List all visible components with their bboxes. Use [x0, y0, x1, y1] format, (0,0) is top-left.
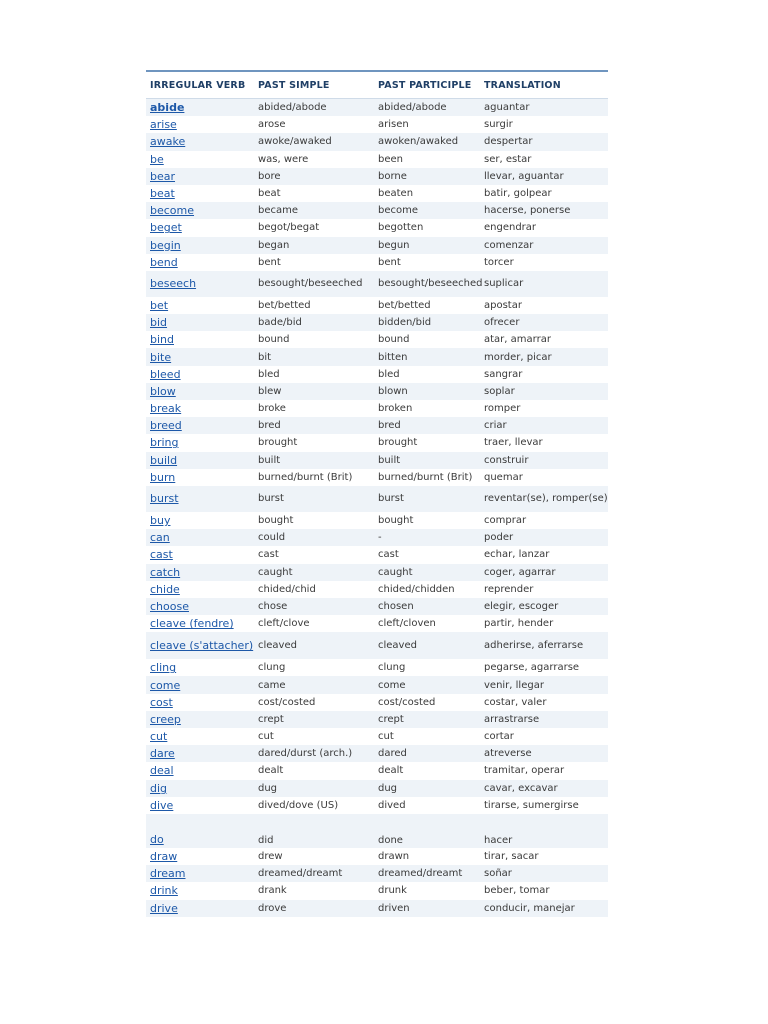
past-participle-cell: begotten	[378, 222, 424, 234]
verb-cell	[146, 153, 254, 166]
past-simple-cell: chided/chid	[258, 583, 316, 595]
past-participle-cell: dealt	[378, 765, 404, 777]
verb-link[interactable]: do	[150, 832, 164, 846]
past-participle-cell: bent	[378, 256, 401, 268]
table-row	[146, 659, 608, 676]
verb-cell	[146, 333, 254, 346]
verb-link[interactable]: drink	[150, 884, 178, 898]
table-row	[146, 366, 608, 383]
past-simple-cell: awoke/awaked	[258, 136, 332, 148]
translation-cell: tramitar, operar	[484, 765, 565, 777]
verb-link[interactable]: bet	[150, 298, 169, 312]
table-body	[146, 99, 608, 917]
table-row	[146, 151, 608, 168]
verb-cell	[146, 566, 254, 579]
verb-cell	[146, 782, 254, 795]
past-simple-cell: drank	[258, 885, 287, 897]
translation-cell: conducir, manejar	[484, 902, 575, 914]
verb-cell	[146, 799, 254, 812]
header-past-simple: PAST SIMPLE	[258, 79, 330, 91]
table-row	[146, 512, 608, 529]
verb-cell	[146, 661, 254, 674]
past-participle-cell: bidden/bid	[378, 317, 432, 329]
past-simple-cell: bet/betted	[258, 299, 311, 311]
verb-cell	[146, 679, 254, 692]
verb-cell	[146, 548, 254, 561]
past-simple-cell: dived/dove (US)	[258, 799, 339, 811]
table-row	[146, 711, 608, 728]
translation-cell: cortar	[484, 731, 514, 743]
table-row	[146, 694, 608, 711]
past-participle-cell: chosen	[378, 600, 414, 612]
verb-link[interactable]: bleed	[150, 367, 181, 381]
translation-cell: tirarse, sumergirse	[484, 799, 579, 811]
translation-cell: quemar	[484, 471, 523, 483]
verb-cell	[146, 436, 254, 449]
past-simple-cell: broke	[258, 403, 286, 415]
past-participle-cell: brought	[378, 437, 418, 449]
verb-cell	[146, 256, 254, 269]
translation-cell: costar, valer	[484, 696, 547, 708]
past-simple-cell: came	[258, 679, 286, 691]
past-participle-cell: dug	[378, 782, 398, 794]
table-row	[146, 900, 608, 917]
past-simple-cell: bred	[258, 420, 281, 432]
past-participle-cell: bought	[378, 515, 414, 527]
verb-cell	[146, 600, 254, 613]
verb-cell	[146, 833, 254, 846]
table-row	[146, 348, 608, 365]
translation-cell: reventar(se), romper(se)	[484, 493, 608, 505]
verb-link[interactable]: deal	[150, 764, 174, 778]
table-row	[146, 400, 608, 417]
translation-cell: apostar	[484, 299, 522, 311]
translation-cell: traer, llevar	[484, 437, 543, 449]
past-participle-cell: dreamed/dreamt	[378, 868, 463, 880]
past-participle-cell: cost/costed	[378, 696, 436, 708]
verb-link[interactable]: come	[150, 678, 181, 692]
translation-cell: coger, agarrar	[484, 566, 556, 578]
past-simple-cell: beat	[258, 188, 281, 200]
table-row	[146, 865, 608, 882]
past-participle-cell: caught	[378, 566, 413, 578]
table-row	[146, 331, 608, 348]
verb-cell	[146, 299, 254, 312]
verb-cell	[146, 204, 254, 217]
past-simple-cell: began	[258, 239, 290, 251]
translation-cell: sangrar	[484, 368, 523, 380]
past-simple-cell: cut	[258, 731, 274, 743]
verb-link[interactable]: drive	[150, 901, 178, 915]
past-participle-cell: become	[378, 205, 419, 217]
past-simple-cell: brought	[258, 437, 298, 449]
past-simple-cell: dealt	[258, 765, 284, 777]
past-simple-cell: bought	[258, 515, 294, 527]
verb-cell	[146, 101, 254, 114]
past-participle-cell: cut	[378, 731, 394, 743]
past-simple-cell: built	[258, 454, 281, 466]
header-past-participle: PAST PARTICIPLE	[378, 79, 472, 91]
table-row	[146, 219, 608, 236]
translation-cell: arrastrarse	[484, 713, 540, 725]
past-simple-cell: cost/costed	[258, 696, 316, 708]
translation-cell: morder, picar	[484, 351, 552, 363]
verb-link[interactable]: cost	[150, 695, 173, 709]
verb-link[interactable]: bind	[150, 333, 174, 347]
past-participle-cell: arisen	[378, 119, 409, 131]
translation-cell: soplar	[484, 385, 515, 397]
translation-cell: venir, llegar	[484, 679, 544, 691]
past-participle-cell: bled	[378, 368, 400, 380]
past-participle-cell: -	[378, 532, 382, 544]
past-simple-cell: crept	[258, 713, 284, 725]
verb-link[interactable]: breed	[150, 419, 182, 433]
translation-cell: elegir, escoger	[484, 600, 559, 612]
past-simple-cell: arose	[258, 119, 286, 131]
verb-cell	[146, 696, 254, 709]
table-row	[146, 297, 608, 314]
past-participle-cell: chided/chidden	[378, 583, 455, 595]
past-simple-cell: cleft/clove	[258, 618, 310, 630]
verb-link[interactable]: blow	[150, 384, 176, 398]
verb-link[interactable]: be	[150, 152, 164, 166]
verb-link[interactable]: cleave (fendre)	[150, 617, 234, 631]
past-simple-cell: dreamed/dreamt	[258, 868, 343, 880]
past-simple-cell: was, were	[258, 153, 309, 165]
table-row	[146, 632, 608, 659]
verb-cell	[146, 316, 254, 329]
verb-cell	[146, 454, 254, 467]
past-participle-cell: bitten	[378, 351, 408, 363]
verb-cell	[146, 639, 254, 652]
past-participle-cell: broken	[378, 403, 413, 415]
verb-cell	[146, 514, 254, 527]
translation-cell: llevar, aguantar	[484, 170, 564, 182]
verb-link[interactable]: break	[150, 402, 182, 416]
translation-cell: despertar	[484, 136, 533, 148]
past-simple-cell: cast	[258, 549, 279, 561]
verb-cell	[146, 419, 254, 432]
table-row	[146, 676, 608, 693]
translation-cell: atreverse	[484, 748, 532, 760]
past-participle-cell: drunk	[378, 885, 407, 897]
table-row	[146, 745, 608, 762]
table-row	[146, 185, 608, 202]
past-simple-cell: bound	[258, 334, 290, 346]
verb-cell	[146, 730, 254, 743]
table-row	[146, 237, 608, 254]
table-row	[146, 797, 608, 814]
verb-link[interactable]: bite	[150, 350, 172, 364]
past-simple-cell: drove	[258, 902, 287, 914]
verb-cell	[146, 850, 254, 863]
header-irregular-verb: IRREGULAR VERB	[150, 79, 246, 91]
table-row	[146, 486, 608, 512]
verb-link[interactable]: become	[150, 204, 195, 218]
verb-cell	[146, 902, 254, 915]
verb-link[interactable]: burst	[150, 492, 179, 506]
verb-cell	[146, 471, 254, 484]
translation-cell: comenzar	[484, 239, 534, 251]
verb-link[interactable]: beget	[150, 221, 182, 235]
translation-cell: aguantar	[484, 102, 530, 114]
table-row	[146, 452, 608, 469]
translation-cell: batir, golpear	[484, 188, 552, 200]
verb-link[interactable]: beseech	[150, 277, 197, 291]
verb-link[interactable]: bend	[150, 255, 178, 269]
translation-cell: hacerse, ponerse	[484, 205, 571, 217]
past-participle-cell: borne	[378, 170, 407, 182]
past-participle-cell: crept	[378, 713, 404, 725]
translation-cell: reprender	[484, 583, 534, 595]
verb-link[interactable]: cleave (s'attacher)	[150, 639, 254, 653]
past-participle-cell: dived	[378, 799, 406, 811]
past-simple-cell: besought/beseeched	[258, 278, 363, 290]
past-simple-cell: did	[258, 834, 274, 846]
verb-link[interactable]: cling	[150, 661, 177, 675]
translation-cell: construir	[484, 454, 529, 466]
verb-cell	[146, 170, 254, 183]
verb-link[interactable]: draw	[150, 850, 178, 864]
verb-cell	[146, 583, 254, 596]
past-participle-cell: drawn	[378, 851, 410, 863]
past-participle-cell: been	[378, 153, 403, 165]
table-row	[146, 116, 608, 133]
verb-link[interactable]: dream	[150, 867, 186, 881]
verb-link[interactable]: dare	[150, 747, 175, 761]
past-simple-cell: became	[258, 205, 299, 217]
past-participle-cell: come	[378, 679, 406, 691]
past-participle-cell: beaten	[378, 188, 414, 200]
verb-cell	[146, 867, 254, 880]
past-participle-cell: bound	[378, 334, 410, 346]
verb-cell	[146, 884, 254, 897]
table-row	[146, 848, 608, 865]
past-simple-cell: clung	[258, 662, 286, 674]
table-row	[146, 780, 608, 797]
translation-cell: criar	[484, 420, 507, 432]
verb-link[interactable]: chide	[150, 582, 180, 596]
table-row	[146, 882, 608, 899]
translation-cell: echar, lanzar	[484, 549, 550, 561]
verb-cell	[146, 351, 254, 364]
past-participle-cell: awoken/awaked	[378, 136, 459, 148]
table-row	[146, 615, 608, 632]
table-row	[146, 581, 608, 598]
translation-cell: romper	[484, 403, 521, 415]
translation-cell: ser, estar	[484, 153, 532, 165]
past-participle-cell: cleft/cloven	[378, 618, 436, 630]
verb-link[interactable]: dive	[150, 798, 174, 812]
table-row	[146, 814, 608, 848]
table-row	[146, 434, 608, 451]
translation-cell: beber, tomar	[484, 885, 550, 897]
verb-link[interactable]: creep	[150, 712, 181, 726]
verb-link[interactable]: buy	[150, 514, 171, 528]
translation-cell: tirar, sacar	[484, 851, 539, 863]
table-row	[146, 383, 608, 400]
verb-cell	[146, 385, 254, 398]
past-simple-cell: bled	[258, 368, 280, 380]
verb-link[interactable]: dig	[150, 781, 168, 795]
past-participle-cell: dared	[378, 748, 407, 760]
verb-cell	[146, 402, 254, 415]
past-participle-cell: clung	[378, 662, 406, 674]
verb-link[interactable]: begin	[150, 238, 181, 252]
table-row	[146, 202, 608, 219]
past-participle-cell: burst	[378, 493, 404, 505]
translation-cell: partir, hender	[484, 618, 554, 630]
verb-link[interactable]: catch	[150, 565, 181, 579]
past-simple-cell: burst	[258, 493, 284, 505]
verb-link[interactable]: burn	[150, 470, 176, 484]
table-row	[146, 546, 608, 563]
verb-link[interactable]: bring	[150, 436, 179, 450]
verb-cell	[146, 118, 254, 131]
past-simple-cell: chose	[258, 600, 288, 612]
past-simple-cell: bore	[258, 170, 281, 182]
past-simple-cell: bade/bid	[258, 317, 302, 329]
translation-cell: pegarse, agarrarse	[484, 662, 580, 674]
table-row	[146, 598, 608, 615]
past-simple-cell: dug	[258, 782, 278, 794]
header-translation: TRANSLATION	[484, 79, 561, 91]
table-row	[146, 564, 608, 581]
verb-cell	[146, 135, 254, 148]
past-simple-cell: drew	[258, 851, 283, 863]
verb-link[interactable]: bear	[150, 169, 176, 183]
past-participle-cell: bet/betted	[378, 299, 431, 311]
past-participle-cell: cleaved	[378, 640, 417, 652]
past-simple-cell: abided/abode	[258, 102, 327, 114]
verb-cell	[146, 747, 254, 760]
table-row	[146, 168, 608, 185]
verb-link[interactable]: build	[150, 453, 178, 467]
past-participle-cell: abided/abode	[378, 102, 447, 114]
past-simple-cell: bit	[258, 351, 272, 363]
past-participle-cell: cast	[378, 549, 399, 561]
verb-cell	[146, 764, 254, 777]
past-participle-cell: besought/beseeched	[378, 278, 483, 290]
table-row	[146, 529, 608, 546]
table-row	[146, 271, 608, 297]
translation-cell: soñar	[484, 868, 512, 880]
verb-link[interactable]: abide	[150, 101, 185, 115]
verb-link[interactable]: arise	[150, 118, 177, 132]
irregular-verbs-table	[146, 70, 608, 917]
verb-link[interactable]: cast	[150, 548, 173, 562]
past-participle-cell: driven	[378, 902, 410, 914]
translation-cell: comprar	[484, 515, 527, 527]
translation-cell: surgir	[484, 119, 513, 131]
table-row	[146, 762, 608, 779]
verb-cell	[146, 492, 254, 505]
past-simple-cell: begot/begat	[258, 222, 320, 234]
table-header	[146, 72, 608, 99]
past-participle-cell: burned/burnt (Brit)	[378, 471, 473, 483]
past-simple-cell: could	[258, 532, 286, 544]
translation-cell: engendrar	[484, 222, 537, 234]
verb-cell	[146, 531, 254, 544]
table-row	[146, 728, 608, 745]
verb-link[interactable]: can	[150, 531, 170, 545]
translation-cell: ofrecer	[484, 317, 520, 329]
verb-link[interactable]: beat	[150, 187, 175, 201]
verb-cell	[146, 221, 254, 234]
past-simple-cell: blew	[258, 385, 282, 397]
table-row	[146, 133, 608, 150]
verb-cell	[146, 617, 254, 630]
past-simple-cell: cleaved	[258, 640, 297, 652]
table-row	[146, 254, 608, 271]
past-simple-cell: dared/durst (arch.)	[258, 748, 353, 760]
verb-link[interactable]: bid	[150, 316, 168, 330]
past-simple-cell: bent	[258, 256, 281, 268]
translation-cell: suplicar	[484, 278, 524, 290]
translation-cell: torcer	[484, 256, 514, 268]
past-participle-cell: blown	[378, 385, 408, 397]
past-simple-cell: caught	[258, 566, 293, 578]
verb-cell	[146, 187, 254, 200]
translation-cell: adherirse, aferrarse	[484, 640, 584, 652]
verb-cell	[146, 239, 254, 252]
verb-link[interactable]: choose	[150, 599, 189, 613]
past-participle-cell: done	[378, 834, 403, 846]
past-participle-cell: built	[378, 454, 401, 466]
translation-cell: atar, amarrar	[484, 334, 551, 346]
past-simple-cell: burned/burnt (Brit)	[258, 471, 353, 483]
table-row	[146, 417, 608, 434]
table-row	[146, 314, 608, 331]
translation-cell: cavar, excavar	[484, 782, 558, 794]
translation-cell: hacer	[484, 834, 513, 846]
table-row	[146, 99, 608, 116]
verb-cell	[146, 368, 254, 381]
verb-cell	[146, 277, 254, 290]
verb-link[interactable]: cut	[150, 730, 168, 744]
verb-cell	[146, 713, 254, 726]
verb-link[interactable]: awake	[150, 135, 186, 149]
past-participle-cell: begun	[378, 239, 410, 251]
table-row	[146, 469, 608, 486]
past-participle-cell: bred	[378, 420, 401, 432]
translation-cell: poder	[484, 532, 514, 544]
